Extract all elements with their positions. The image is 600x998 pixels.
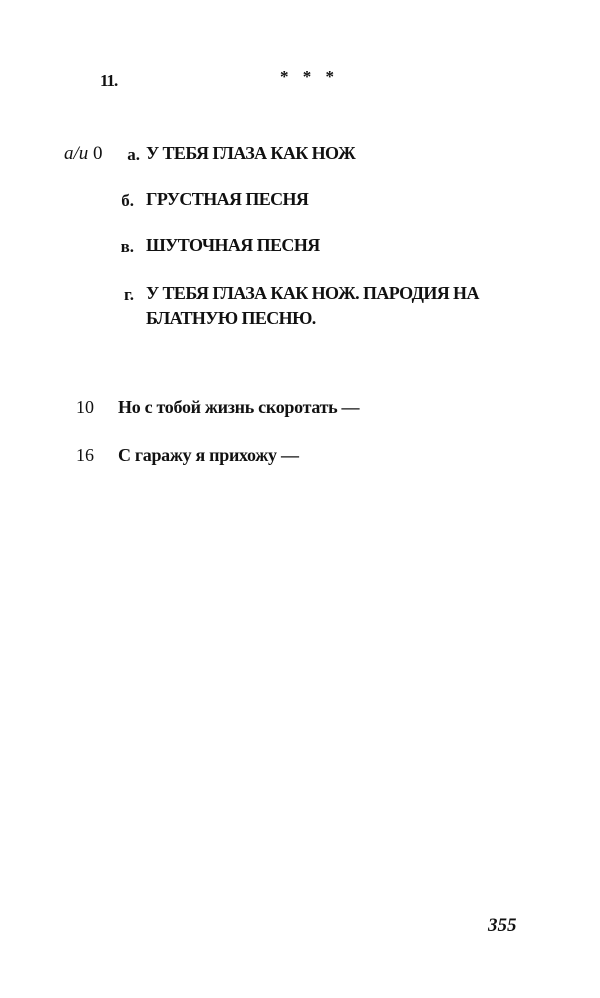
variant-letter-a: а. [127,145,140,164]
variant-title-a: У ТЕБЯ ГЛАЗА КАК НОЖ [146,143,356,163]
line-number-10: 10 [76,397,94,417]
section-stars: * * * [280,67,339,86]
section-number: 11. [100,71,118,90]
variant-code [64,143,103,165]
variant-letter-c: в. [120,237,134,256]
page-number: 355 [488,915,517,936]
variant-code-number: 0 [93,143,103,164]
variant-title-b: ГРУСТНАЯ ПЕСНЯ [146,189,309,209]
line-text-10: Но с тобой жизнь скоротать — [118,397,360,417]
line-text-16: С гаражу я прихожу — [118,445,299,465]
variant-code-label: а/и [64,143,89,164]
variant-letter-b: б. [121,191,134,210]
variant-title-d: У ТЕБЯ ГЛАЗА КАК НОЖ. ПАРОДИЯ НА БЛАТНУЮ ПЕСНЮ. [146,283,479,328]
variant-title-c: ШУТОЧНАЯ ПЕСНЯ [146,235,320,255]
line-number-16: 16 [76,445,94,465]
variant-letter-d: г. [123,285,134,304]
